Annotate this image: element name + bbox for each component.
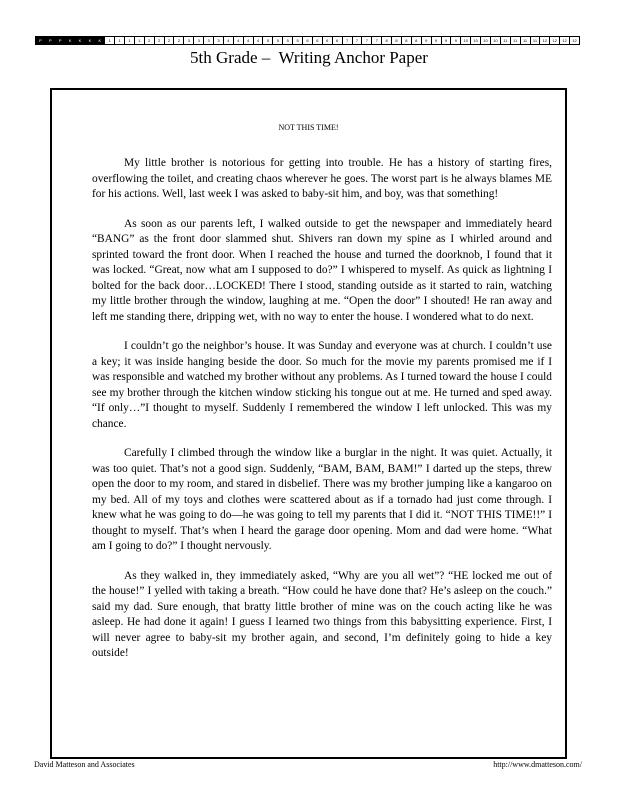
grade-code-strip: [35, 36, 580, 45]
essay-paragraph: Carefully I climbed through the window like a burglar in the night. It was quiet. Actually, it was too quiet. That’s not a good sign. Suddenly, “BAM, BAM, BAM!” I darted up the steps, threw open the door to my room, and stared in disbelief. There was my brother jumping like a kangaroo on my bed. All of my toys and clothes were scattered about as if a tornado had just come through. I knew what he was going to do—he was going to tell my parents that I did it. “NOT THIS TIME!!” I thought to myself. That’s when I heard the garage door opening. Mom and dad were home. “What am I going to do?” I thought nervously.: [92, 447, 552, 552]
code-cell: P: [36, 37, 46, 44]
code-cell: 12: [572, 38, 577, 43]
code-cell: 2: [145, 37, 155, 44]
code-cell: 6: [303, 37, 313, 44]
code-cell: 5: [293, 37, 303, 44]
code-cell: K: [76, 37, 86, 44]
code-cell: 7: [343, 37, 353, 44]
code-cell: 1: [115, 37, 125, 44]
code-cell: P: [46, 37, 56, 44]
code-cell: 9: [422, 37, 432, 44]
code-cell: 3: [214, 37, 224, 44]
code-cell: 8: [402, 37, 412, 44]
code-cell: 6: [323, 37, 333, 44]
code-cell: 6: [313, 37, 323, 44]
code-cell: 8: [412, 37, 422, 44]
code-cell: 8: [382, 37, 392, 44]
code-cell: K: [95, 37, 105, 44]
essay-title: NOT THIS TIME!: [278, 123, 339, 132]
code-cell: 1: [125, 37, 135, 44]
code-cell: 12: [540, 37, 550, 44]
code-cell: 12: [550, 37, 560, 44]
code-cell: 3: [194, 37, 204, 44]
essay-body: [92, 156, 552, 662]
code-cell: 4: [224, 37, 234, 44]
code-cell: 11: [511, 37, 521, 44]
essay-frame: [50, 88, 567, 759]
code-cell: 2: [155, 37, 165, 44]
code-cell: 3: [184, 37, 194, 44]
code-cell: 6: [333, 37, 343, 44]
code-cell: 7: [372, 37, 382, 44]
code-cell: 9: [451, 37, 461, 44]
code-cell: 9: [432, 37, 442, 44]
essay-paragraph: I couldn’t go the neighbor’s house. It was Sunday and everyone was at church. I couldn’t use a key; it was inside hanging beside the door. So much for the movie my parents promised me if I was responsible and watched my brother without any problems. As I turned toward the house I could see my brother through the kitchen window sticking his tongue out at me. He turned and sped away. “If only…”I thought to myself. Suddenly I remembered the window I left unlocked. This was my chance.: [92, 340, 552, 430]
essay-paragraph: As they walked in, they immediately asked, “Why are you all wet”? “HE locked me out of the house!” I yelled with taking a breath. “How could he have done that? He’s asleep on the couch.” said my dad. Sure enough, that bratty little brother of mine was on the couch acting like he was asleep. He had done it again! I guess I learned two things from this babysitting experience. First, I will never agree to baby-sit my brother again, and second, I’m definitely going to hide a key outside!: [92, 569, 552, 659]
footer-publisher: David Matteson and Associates: [34, 760, 135, 769]
code-cell: 8: [392, 37, 402, 44]
code-cell: 4: [234, 37, 244, 44]
code-cell: 10: [491, 37, 501, 44]
code-cell: 11: [501, 37, 511, 44]
code-cell: 7: [353, 37, 363, 44]
code-cell: 11: [531, 37, 541, 44]
code-cell: 10: [481, 37, 491, 44]
code-cell: P: [56, 37, 66, 44]
code-cell: 2: [165, 37, 175, 44]
code-cell: 5: [283, 37, 293, 44]
code-cell: 12: [560, 37, 570, 44]
code-cell: 1: [135, 37, 145, 44]
code-cell: 5: [273, 37, 283, 44]
essay-paragraph: As soon as our parents left, I walked outside to get the newspaper and immediately heard “BANG” as the front door slammed shut. Shivers ran down my spine as I whirled around and sprinted toward the front door. When I reached the house and turned the doorknob, I found that it was locked. “Great, now what am I supposed to do?” I whispered to myself. As quick as lightning I bolted for the back door…LOCKED! There I stood, standing outside as it started to rain, watching my little brother through the window, laughing at me. “Open the door” I shouted! He ran away and left me standing there, dripping wet, with no way to enter the house. I wondered what to do next.: [92, 217, 552, 323]
code-cell: 10: [471, 37, 481, 44]
code-cell: 10: [461, 37, 471, 44]
code-cell: 7: [362, 37, 372, 44]
code-cell: 2: [174, 37, 184, 44]
essay-paragraph: My little brother is notorious for getting into trouble. He has a history of starting fires, overflowing the toilet, and creating chaos wherever he goes. The worst part is he always blames ME for his actions. Well, last week I was asked to baby-sit him, and boy, was that something!: [92, 157, 552, 200]
code-cell: 11: [521, 37, 531, 44]
code-cell: 1: [105, 37, 115, 44]
code-cell: 4: [254, 37, 264, 44]
code-cell: K: [85, 37, 95, 44]
code-cell: 3: [204, 37, 214, 44]
code-cell: 5: [263, 37, 273, 44]
footer-url: http://www.dmatteson.com/: [493, 760, 582, 769]
code-cell: 4: [244, 37, 254, 44]
page-title: 5th Grade – Writing Anchor Paper: [190, 48, 428, 67]
code-cell: 9: [442, 37, 452, 44]
code-cell: K: [66, 37, 76, 44]
